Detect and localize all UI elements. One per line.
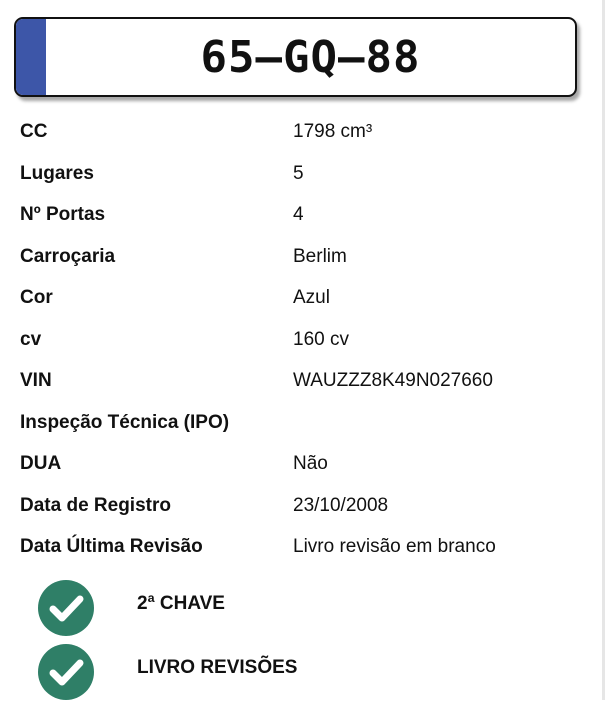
spec-label: Lugares (20, 162, 94, 184)
check-circle-icon (38, 580, 94, 636)
spec-row-body-type (0, 236, 600, 278)
spec-label: Cor (20, 287, 53, 308)
spec-row-dua (0, 443, 600, 485)
spec-value: Livro revisão em branco (293, 536, 496, 557)
spec-value: 4 (293, 204, 304, 225)
extra-service-book (0, 642, 600, 706)
vehicle-specs-list (0, 111, 600, 568)
spec-row-color (0, 277, 600, 319)
spec-label: Data de Registro (20, 494, 171, 516)
spec-value: Berlim (293, 245, 347, 267)
spec-value: 1798 cm³ (293, 121, 373, 142)
spec-value: WAUZZZ8K49N027660 (293, 370, 493, 391)
extra-label: LIVRO REVISÕES (137, 657, 298, 678)
license-plate (14, 17, 577, 97)
spec-value: 160 cv (293, 328, 349, 350)
spec-label: Inspeção Técnica (IPO) (20, 411, 230, 433)
spec-label: DUA (20, 453, 62, 474)
spec-row-doors (0, 194, 600, 236)
spec-label: cv (20, 328, 42, 350)
plate-number: 65–GQ–88 (200, 31, 421, 83)
spec-row-horsepower (0, 319, 600, 361)
vehicle-extras-list (0, 578, 600, 706)
spec-row-cc (0, 111, 600, 153)
spec-row-registration-date (0, 485, 600, 527)
check-circle-icon (38, 644, 94, 700)
spec-value: Não (293, 453, 328, 474)
spec-value: Azul (293, 287, 330, 308)
plate-country-strip (16, 19, 46, 95)
spec-label: Nº Portas (20, 204, 106, 225)
spec-row-vin (0, 360, 600, 402)
extra-second-key (0, 578, 600, 642)
extra-label: 2ª CHAVE (137, 593, 225, 614)
spec-label: Data Última Revisão (20, 536, 203, 557)
spec-value: 23/10/2008 (293, 494, 389, 516)
spec-value: 5 (293, 162, 304, 184)
spec-row-inspection (0, 402, 600, 444)
spec-label: Carroçaria (20, 245, 116, 267)
spec-label: CC (20, 121, 48, 142)
spec-row-last-service (0, 526, 600, 568)
spec-row-seats (0, 153, 600, 195)
spec-label: VIN (20, 370, 52, 391)
